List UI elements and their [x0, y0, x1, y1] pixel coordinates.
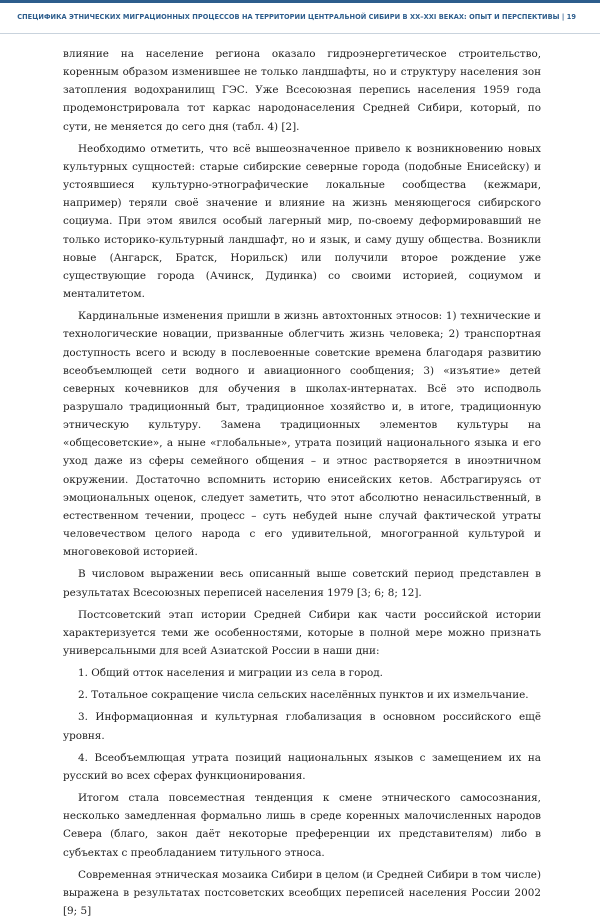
running-header [0, 0, 600, 34]
list-item-4: 4. Всеобъемлющая утрата позиций национальных языков с замещением их на русский во всех сферах функционирования. [63, 751, 541, 782]
paragraph-4: В числовом выражении весь описанный выше советский период представлен в результатах Всесоюзных переписей населения 1979 [3; 6; 8; 12]. [63, 568, 541, 599]
paragraph-7: Современная этническая мозаика Сибири в целом (и Средней Сибири в том числе) выражена в результатах постсоветских всеобщих переписей населения России 2002 [9; 5] [63, 868, 541, 918]
list-item-1: 1. Общий отток населения и миграции из села в город. [78, 667, 383, 680]
paragraph-3: Кардинальные изменения пришли в жизнь автохтонных этносов: 1) технические и технологические новации, призванные облегчить жизнь человека; 2) транспортная доступность всего и всюду в послевоенные советские времена благодаря развитию всеобъемлющей сети водного и авиационного сообщения; 3) «изъятие» детей северных кочевников для обучения в школах-интернатах. Всё это исподволь разрушало традиционный быт, традиционное хозяйство и, в итоге, традиционную этническую культуру. Замена традиционных элементов культуры на «общесоветские», а ныне «глобальные», утрата позиций национального языка и его уход даже из сферы семейного общения – и этнос растворяется в иноэтничном окружении. Достаточно вспомнить историю енисейских кетов. Абстрагируясь от эмоциональных оценок, следует заметить, что этот абсолютно ненасильственный, в естественном течении, процесс – суть небудей ныне случай фактической утраты человечеством целого народа с его удивительной, многогранной культурой и многовековой историей. [63, 310, 541, 559]
list-item-3: 3. Информационная и культурная глобализация в основном российского ещё уровня. [63, 711, 541, 742]
running-header-text [17, 13, 576, 21]
header-separator: | [561, 13, 567, 21]
running-title: СПЕЦИФИКА ЭТНИЧЕСКИХ МИГРАЦИОННЫХ ПРОЦЕССОВ НА ТЕРРИТОРИИ ЦЕНТРАЛЬНОЙ СИБИРИ В XX–XXI ВЕКАХ: ОПЫТ И ПЕРСПЕКТИВЫ [17, 13, 560, 21]
list-item-2: 2. Тотальное сокращение числа сельских населённых пунктов и их измельчание. [78, 689, 529, 702]
paragraph-5: Постсоветский этап истории Средней Сибири как части российской истории характеризуется теми же особенностями, которые в полной мере можно признать универсальными для всей Азиатской России в наши дни: [63, 608, 541, 657]
body-text [63, 45, 541, 920]
paragraph-1: влияние на население региона оказало гидроэнергетическое строительство, коренным образом изменившее не только ландшафты, но и структуру населения зон затопления водохранилищ ГЭС. Уже Всесоюзная перепись населения 1959 года продемонстрировала тот каркас народонаселения Средней Сибири, который, по сути, не меняется до сего дня (табл. 4) [2]. [63, 48, 541, 133]
page-number: 19 [566, 13, 576, 21]
paragraph-6: Итогом стала повсеместная тенденция к смене этнического самосознания, несколько замедленная формально лишь в среде коренных малочисленных народов Севера (благо, закон даёт некоторые преференции их представителям) либо в субъектах с преобладанием титульного этноса. [63, 792, 541, 859]
paragraph-2: Необходимо отметить, что всё вышеозначенное привело к возникновению новых культурных сущностей: старые сибирские северные города (подобные Енисейску) и устоявшиеся культурно-этнографические локальные сообщества (кежмари, например) теряли своё значение и влияние на жизнь меняющегося сибирского социума. При этом явился особый лагерный мир, по-своему деформировавший не только историко-культурный ландшафт, но и язык, и саму душу общества. Возникли новые (Ангарск, Братск, Норильск) или получили второе рождение уже существующие города (Ачинск, Дудинка) со своими историей, социумом и менталитетом. [63, 142, 541, 301]
